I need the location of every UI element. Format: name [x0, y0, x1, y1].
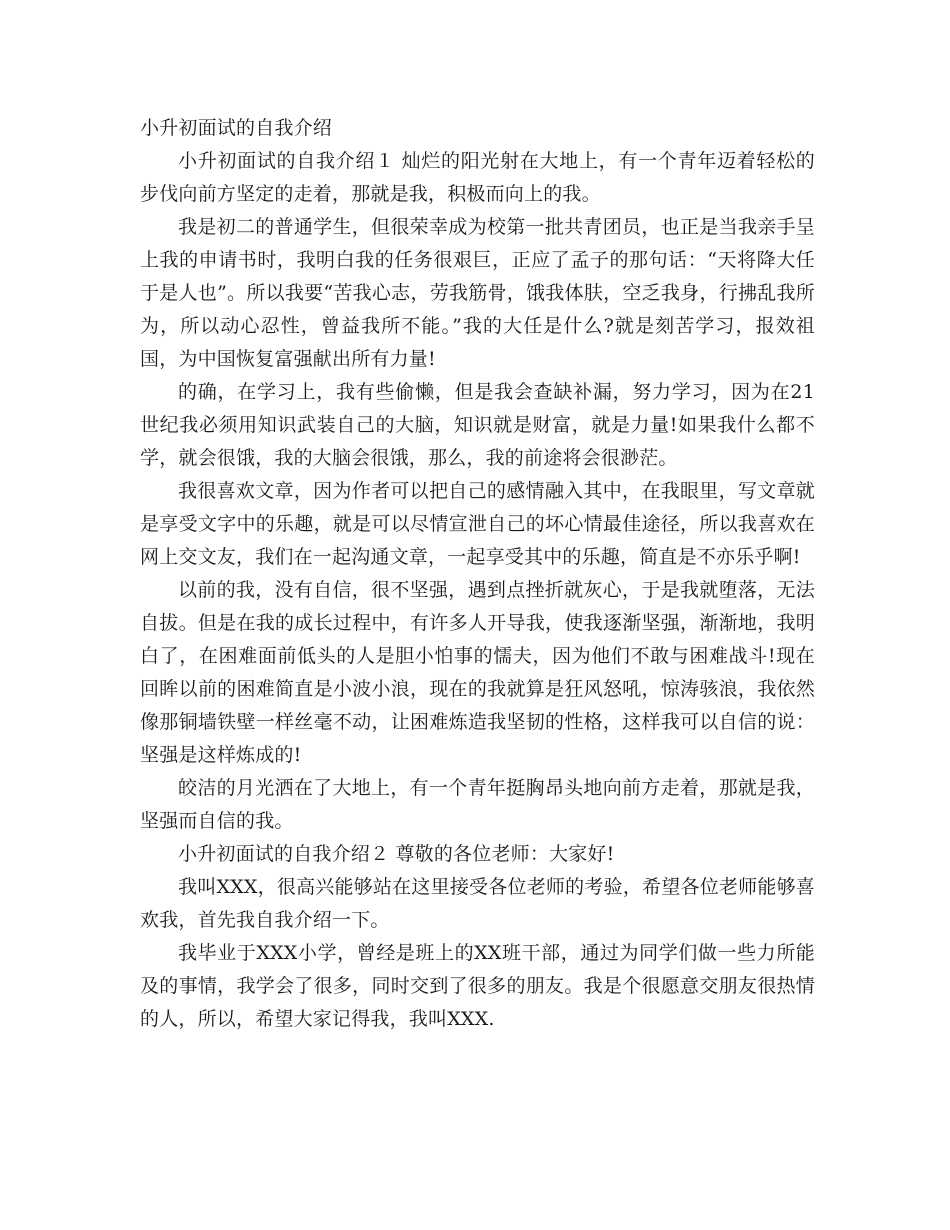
paragraph-growth: 以前的我，没有自信，很不坚强，遇到点挫折就灰心，于是我就堕落，无法自拔。但是在我的成长过程中，有许多人开导我，使我逐渐坚强，渐渐地，我明白了，在困难面前低头的人是胆小怕事的懦夫，因为他们不敢与困难战斗!现在回眸以前的困难简直是小波小浪，现在的我就算是狂风怒吼，惊涛骇浪，我依然像那铜墙铁壁一样丝毫不动，让困难炼造我坚韧的性格，这样我可以自信的说：坚强是这样炼成的!	[140, 579, 815, 766]
paragraph-league-member: 我是初二的普通学生，但很荣幸成为校第一批共青团员，也正是当我亲手呈上我的申请书时，我明白我的任务很艰巨，正应了孟子的那句话：“天将降大任于是人也”。所以我要“苦我心志，劳我筋骨，饿我体肤，空乏我身，行拂乱我所为，所以动心忍性，曾益我所不能。”我的大任是什么?就是刻苦学习，报效祖国，为中国恢复富强献出所有力量!	[140, 216, 815, 370]
paragraph-intro-2: 小升初面试的自我介绍２ 尊敬的各位老师：大家好!	[178, 843, 615, 865]
paragraph-moonlight: 皎洁的月光洒在了大地上，有一个青年挺胸昂头地向前方走着，那就是我，坚强而自信的我。	[140, 777, 815, 832]
document-body	[140, 112, 815, 1036]
paragraph-intro-1: 小升初面试的自我介绍１ 灿烂的阳光射在大地上，有一个青年迈着轻松的步伐向前方坚定的走着，那就是我，积极而向上的我。	[140, 150, 815, 205]
paragraph-name: 我叫XXX，很高兴能够站在这里接受各位老师的考验，希望各位老师能够喜欢我，首先我自我介绍一下。	[140, 876, 815, 931]
paragraph-school: 我毕业于XXX小学，曾经是班上的XX班干部，通过为同学们做一些力所能及的事情，我学会了很多，同时交到了很多的朋友。我是个很愿意交朋友很热情的人，所以，希望大家记得我，我叫XXX.	[140, 942, 815, 1030]
paragraph-study: 的确，在学习上，我有些偷懒，但是我会查缺补漏，努力学习，因为在21世纪我必须用知识武装自己的大脑，知识就是财富，就是力量!如果我什么都不学，就会很饿，我的大脑会很饿，那么，我的前途将会很渺茫。	[140, 381, 815, 469]
paragraph-writing: 我很喜欢文章，因为作者可以把自己的感情融入其中，在我眼里，写文章就是享受文字中的乐趣，就是可以尽情宣泄自己的坏心情最佳途径，所以我喜欢在网上交文友，我们在一起沟通文章，一起享受其中的乐趣，简直是不亦乐乎啊!	[140, 480, 815, 568]
document-title: 小升初面试的自我介绍	[140, 117, 333, 139]
